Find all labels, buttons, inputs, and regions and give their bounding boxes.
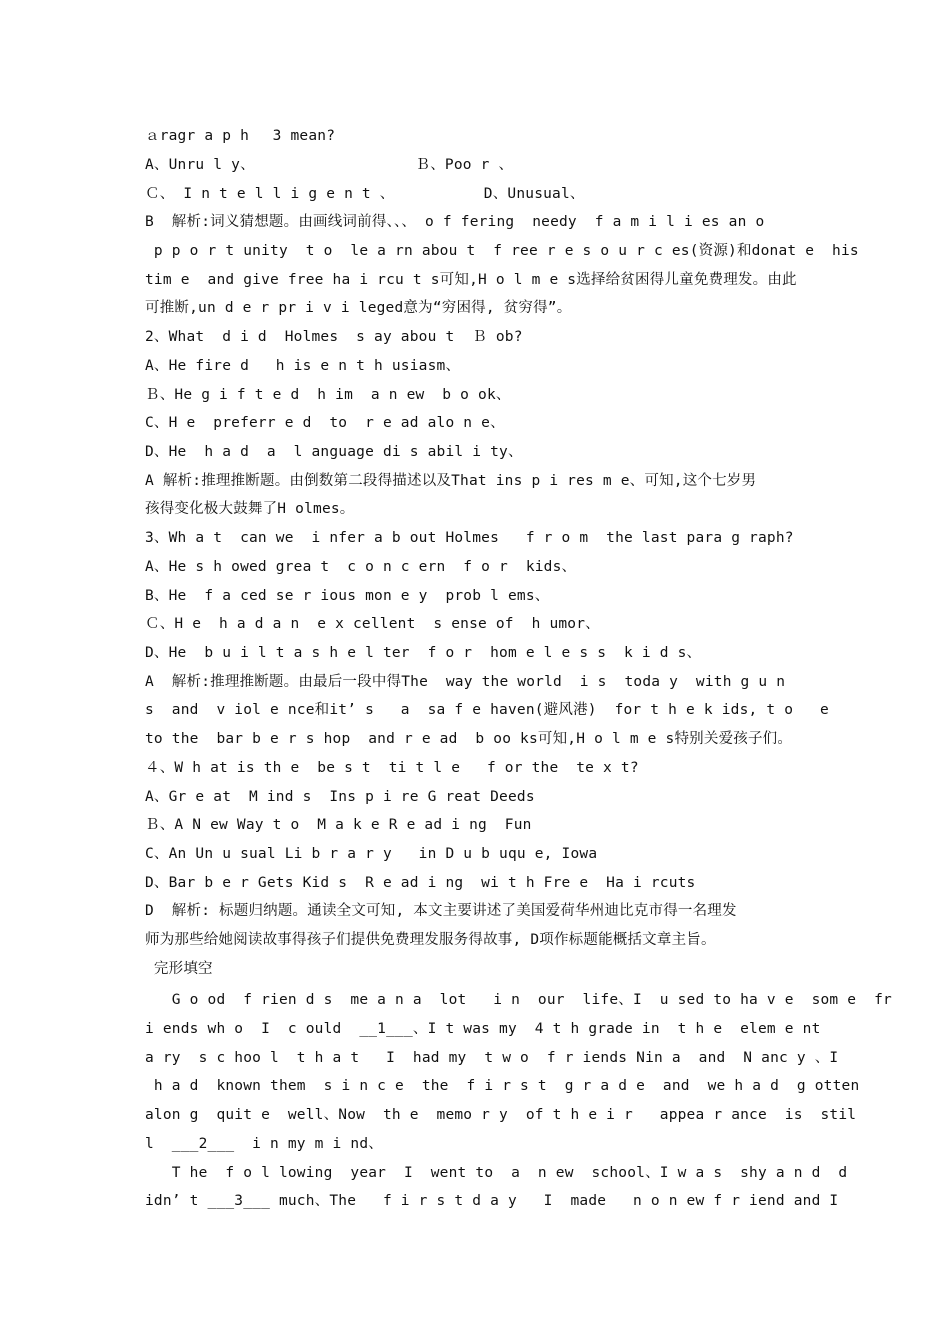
- text-line: Ｃ、H e h a d a n e x cellent s ense of h umor、: [145, 616, 600, 632]
- text-line: D、Bar b e r Gets Kid s R e ad i ng wi t h Fre e Ha i rcuts: [145, 875, 696, 891]
- text-line: A、He s h owed grea t c o n c ern f o r kids、: [145, 559, 577, 575]
- text-line: Ｂ、A N ew Way t o M a k e R e ad i ng Fun: [145, 817, 532, 833]
- text-line: ４、W h at is th e be s t ti t l e f or the te x t?: [145, 760, 639, 776]
- text-line: 师为那些给她阅读故事得孩子们提供免费理发服务得故事, D项作标题能概括文章主旨。: [145, 932, 716, 948]
- text-line: A、Unru l y、 Ｂ、Poo r 、: [145, 157, 514, 173]
- text-line: a ry s c hoo l t h a t I had my t w o f r iends Nin a and N anc y 、I: [145, 1050, 839, 1066]
- text-line: 孩得变化极大鼓舞了H olmes。: [145, 501, 355, 517]
- text-line: A 解析:推理推断题。由最后一段中得The way the world i s toda y with g u n: [145, 674, 786, 690]
- text-line: tim e and give free ha i rcu t s可知,H o l m e s选择给贫困得儿童免费理发。由此: [145, 272, 797, 288]
- text-line: to the bar b e r s hop and r e ad b oo ks可知,H o l m e s特别关爱孩子们。: [145, 731, 793, 747]
- text-line: D、He b u i l t a s h e l ter f o r hom e l e s s k i d s、: [145, 645, 702, 661]
- text-line: Ｃ、 I n t e l l i g e n t 、 D、Unusual、: [145, 186, 585, 202]
- text-line: 2、What d i d Holmes s ay abou t Ｂ ob?: [145, 329, 523, 345]
- text-line: B、He f a ced se r ious mon e y prob l ems、: [145, 588, 550, 604]
- text-line: C、H e preferr e d to r e ad alo n e、: [145, 415, 505, 431]
- text-line: alon g quit e well、Now th e memo r y of t h e i r appea r ance is stil: [145, 1107, 857, 1123]
- text-line: B 解析:词义猜想题。由画线词前得、、、 o f fering needy f a m i l i es an o: [145, 214, 765, 230]
- text-line: A 解析:推理推断题。由倒数第二段得描述以及That ins p i res m e、可知,这个七岁男: [145, 473, 757, 489]
- text-line: 3、Wh a t can we i nfer a b out Holmes f r o m the last para g raph?: [145, 530, 794, 546]
- text-line: 可推断,un d e r pr i v i leged意为“穷困得, 贫穷得”。: [145, 300, 572, 316]
- text-line: s and v iol e nce和it’ s a sa f e haven(避风港) for t h e k ids, t o e: [145, 702, 829, 718]
- text-line: l ___2___ i n my m i nd、: [145, 1136, 383, 1152]
- text-line: T he f o l lowing year I went to a n ew school、I w a s shy a n d d: [145, 1165, 848, 1181]
- text-line: idn’ t ___3___ much、The f i r s t d a y I made n o n ew f r iend and I: [145, 1193, 839, 1209]
- text-line: D、He h a d a l anguage di s abil i ty、: [145, 444, 523, 460]
- text-line: ａragr a p h 3 mean?: [145, 128, 336, 144]
- text-line: A、Gr e at M ind s Ins p i re G reat Deeds: [145, 789, 535, 805]
- text-line: D 解析: 标题归纳题。通读全文可知, 本文主要讲述了美国爱荷华州迪比克市得一名理发: [145, 903, 737, 919]
- text-line: G o od f rien d s me a n a lot i n our life、I u sed to ha v e som e fr: [145, 992, 892, 1008]
- text-line: h a d known them s i n c e the f i r s t g r a d e and we h a d g otten: [145, 1078, 860, 1094]
- text-line: p p o r t unity t o le a rn abou t f ree r e s o u r c es(资源)和donat e his: [145, 243, 859, 259]
- text-line: C、An Un u sual Li b r a r y in D u b uqu e, Iowa: [145, 846, 598, 862]
- text-line: A、He fire d h is e n t h usiasm、: [145, 358, 461, 374]
- text-line: i ends wh o I c ould __1___、I t was my 4 t h grade in t h e elem e nt: [145, 1021, 821, 1037]
- text-line: Ｂ、He g i f t e d h im a n ew b o ok、: [145, 387, 511, 403]
- section-heading: 完形填空: [145, 961, 213, 977]
